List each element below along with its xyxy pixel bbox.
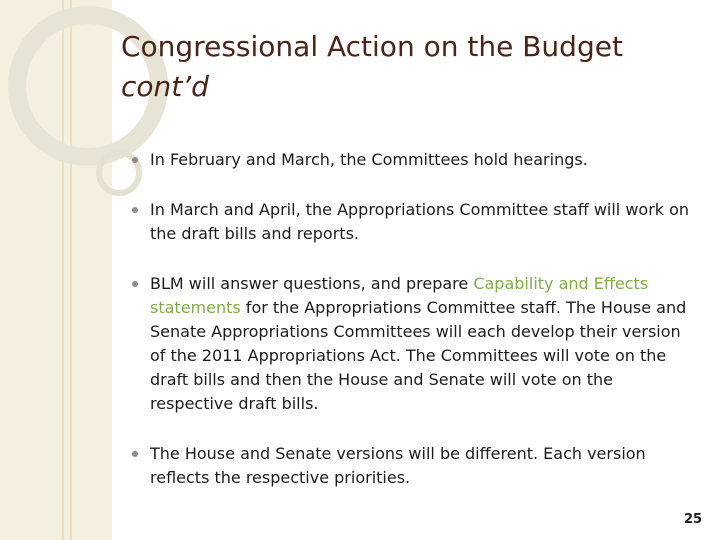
- bullet-dot-icon: [132, 451, 138, 457]
- bullet-text-after: for the Appropriations Committee staff. The House and Senate Appropriations Committees will each develop their version of the 2011 Appropriations Act. The Committees will vote on the draft bills and then the House and Senate will vote on the respective draft bills.: [150, 298, 687, 413]
- page-number: 25: [684, 512, 703, 527]
- bullet-dot-icon: [132, 281, 138, 287]
- capability-effects-link[interactable]: Capability and Effects statements: [150, 274, 649, 317]
- bullet-text: In February and March, the Committees hold hearings.: [150, 150, 588, 169]
- bullet-text: In March and April, the Appropriations Committee staff will work on the draft bills and reports.: [150, 200, 690, 243]
- title-subtitle: cont’d: [121, 70, 209, 103]
- bullet-list: [132, 148, 697, 490]
- bullet-item: [132, 272, 697, 416]
- bullet-text-before: BLM will answer questions, and prepare: [150, 274, 474, 293]
- bullet-dot-icon: [132, 207, 138, 213]
- bullet-text: The House and Senate versions will be different. Each version reflects the respective priorities.: [150, 444, 646, 487]
- title-text: Congressional Action on the Budget: [121, 30, 623, 63]
- bullet-dot-icon: [132, 157, 138, 163]
- bullet-item: [132, 148, 697, 172]
- bullet-item: [132, 198, 697, 246]
- bullet-item: [132, 442, 697, 490]
- slide-title: [121, 27, 701, 107]
